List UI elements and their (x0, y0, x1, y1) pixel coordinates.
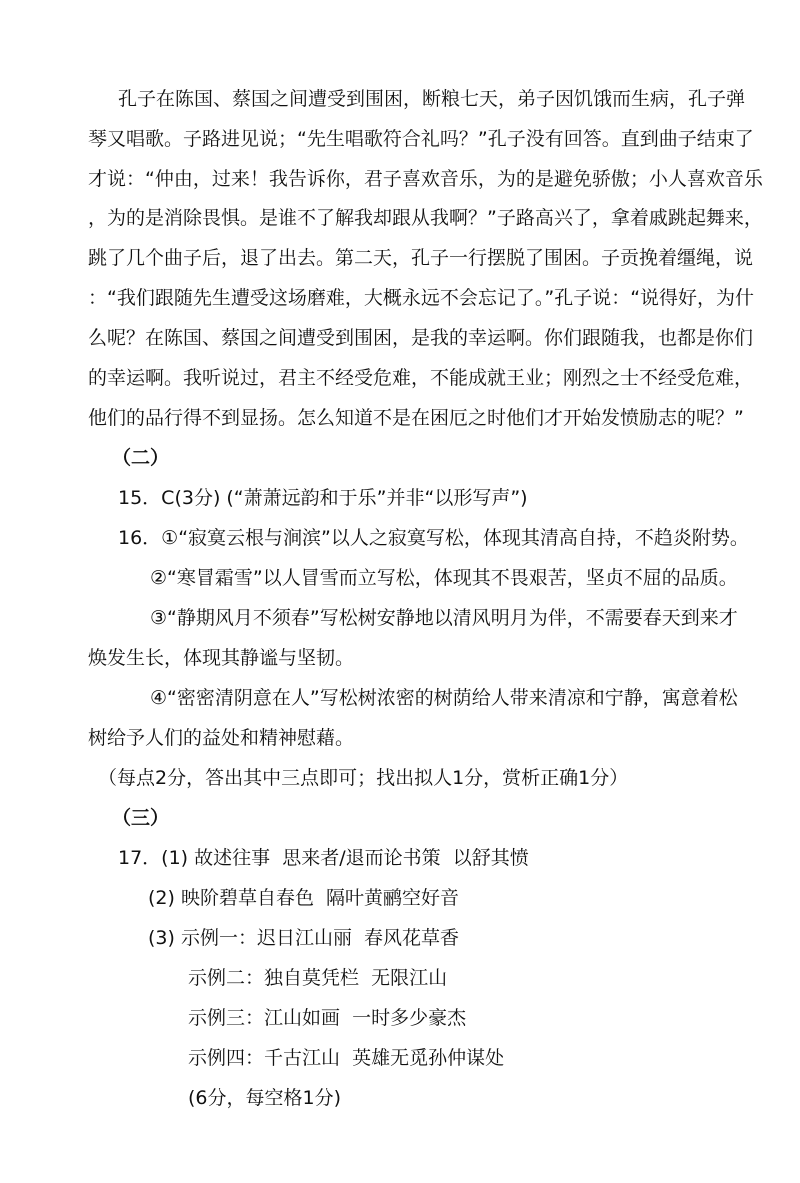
passage-line-9: 他们的品行得不到显扬。怎么知道不是在困厄之时他们才开始发愤励志的呢？” (88, 407, 744, 429)
question-17-example-3: 示例三：江山如画 一时多少豪杰 (188, 1007, 467, 1029)
passage-line-3: 才说：“仲由，过来！我告诉你，君子喜欢音乐，为的是避免骄傲；小人喜欢音乐 (88, 168, 763, 190)
question-17-part-2: (2) 映阶碧草自春色 隔叶黄鹂空好音 (148, 887, 460, 909)
question-17-example-4: 示例四：千古江山 英雄无觅孙仲谋处 (188, 1047, 505, 1069)
question-16-point-4-cont: 树给予人们的益处和精神慰藉。 (88, 727, 355, 749)
question-17-part-1: 17．(1) 故述往事 思来者/退而论书策 以舒其愤 (118, 847, 529, 869)
question-16-point-1: 16．①“寂寞云根与涧滨”以人之寂寞写松，体现其清高自持，不趋炎附势。 (118, 527, 749, 549)
passage-line-8: 的幸运啊。我听说过，君主不经受危难，不能成就王业；刚烈之士不经受危难， (88, 367, 754, 389)
question-17-scoring: (6分，每空格1分) (188, 1087, 342, 1109)
question-16-point-3-cont: 焕发生长，体现其静谧与坚韧。 (88, 647, 355, 669)
passage-line-2: 琴又唱歌。子路进见说；“先生唱歌符合礼吗？”孔子没有回答。直到曲子结束了 (88, 128, 754, 150)
question-16-point-3: ③“静期风月不须春”写松树安静地以清风明月为伴，不需要春天到来才 (150, 607, 738, 629)
question-17-example-2: 示例二：独自莫凭栏 无限江山 (188, 967, 448, 989)
passage-line-7: 么呢？在陈国、蔡国之间遭受到围困，是我的幸运啊。你们跟随我，也都是你们 (88, 327, 754, 349)
question-16-scoring: （每点2分，答出其中三点即可；找出拟人1分，赏析正确1分） (98, 767, 629, 789)
section-3-heading: （三） (112, 807, 170, 829)
question-16-point-2: ②“寒冒霜雪”以人冒雪而立写松，体现其不畏艰苦，坚贞不屈的品质。 (150, 567, 738, 589)
question-17-part-3: (3) 示例一：迟日江山丽 春风花草香 (148, 927, 460, 949)
section-2-heading: （二） (112, 447, 170, 469)
passage-line-1: 孔子在陈国、蔡国之间遭受到围困，断粮七天，弟子因饥饿而生病，孔子弹 (118, 88, 746, 110)
passage-line-6: ：“我们跟随先生遭受这场磨难，大概永远不会忘记了。”孔子说：“说得好，为什 (88, 287, 755, 309)
passage-line-4: ，为的是消除畏惧。是谁不了解我却跟从我啊？”子路高兴了，拿着戚跳起舞来， (88, 207, 763, 229)
question-16-point-4: ④“密密清阴意在人”写松树浓密的树荫给人带来清凉和宁静，寓意着松 (150, 687, 738, 709)
question-15-answer: 15．C(3分) (“萧萧远韵和于乐”并非“以形写声”) (118, 487, 528, 509)
passage-line-5: 跳了几个曲子后，退了出去。第二天，孔子一行摆脱了围困。子贡挽着缰绳，说 (88, 247, 754, 269)
